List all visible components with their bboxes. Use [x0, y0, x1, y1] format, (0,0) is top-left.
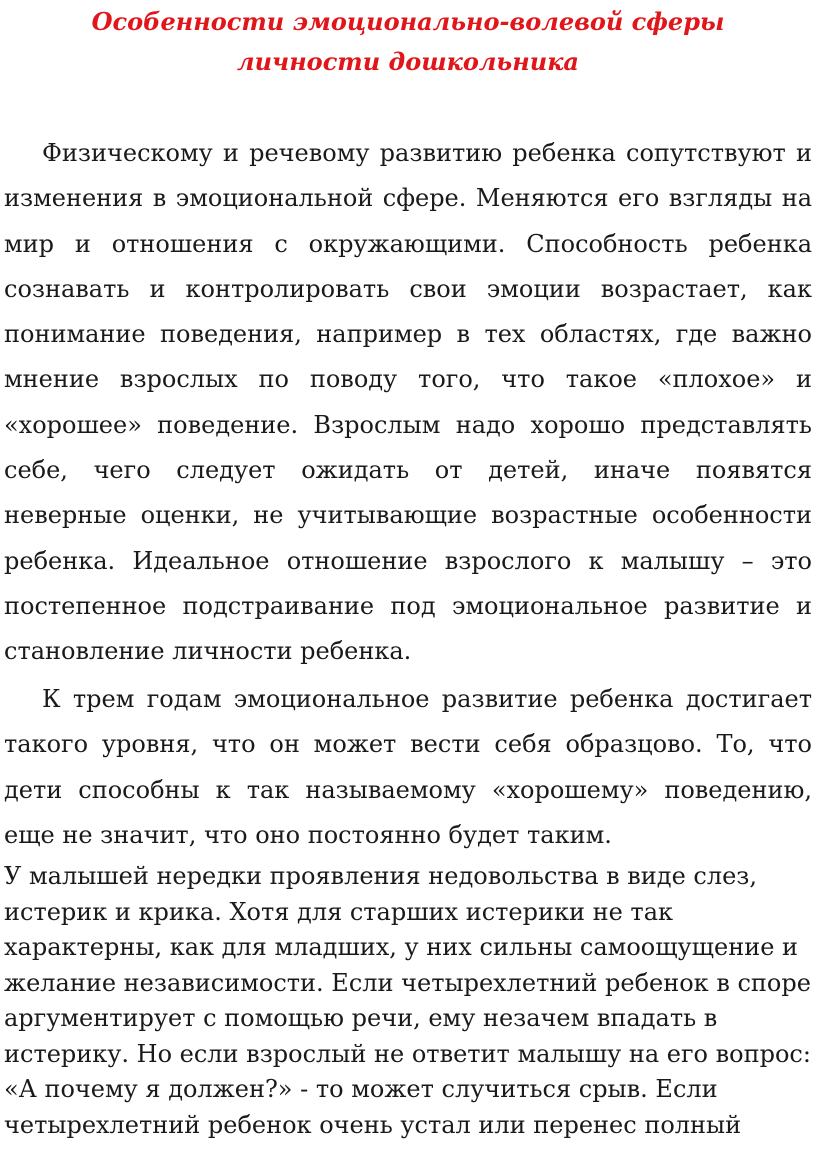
body-paragraph-2: К трем годам эмоциональное развитие ребенка достигает такого уровня, что он может вести себя образцово. То, что дети способны к так называемому «хорошему» поведению, еще не значит, что оно постоянно будет таким.	[4, 685, 812, 849]
document-title-line-2: личности дошкольника	[237, 47, 579, 76]
body-paragraph-3: У малышей нередки проявления недовольства в виде слез, истерик и крика. Хотя для старших истерики не так характерны, как для младших, у них сильны самоощущение и желание независимости. Если четырехлетний ребенок в споре аргументирует с помощью речи, ему незачем впадать в истерику. Но если взрослый не ответит малышу на его вопрос: «А почему я должен?» - то может случиться срыв. Если четырехлетний ребенок очень устал или перенес полный	[4, 862, 811, 1139]
document-title-line-1: Особенности эмоционально-волевой сферы	[91, 7, 725, 36]
body-paragraph-1: Физическому и речевому развитию ребенка сопутствуют и изменения в эмоциональной сфере. Меняются его взгляды на мир и отношения с окружающими. Способность ребенка сознавать и контролировать свои эмоции возрастает, как понимание поведения, например в тех областях, где важно мнение взрослых по поводу того, что такое «плохое» и «хорошее» поведение. Взрослым надо хорошо представлять себе, чего следует ожидать от детей, иначе появятся неверные оценки, не учитывающие возрастные особенности ребенка. Идеальное отношение взрослого к малышу – это постепенное подстраивание под эмоциональное развитие и становление личности ребенка.	[4, 139, 812, 666]
